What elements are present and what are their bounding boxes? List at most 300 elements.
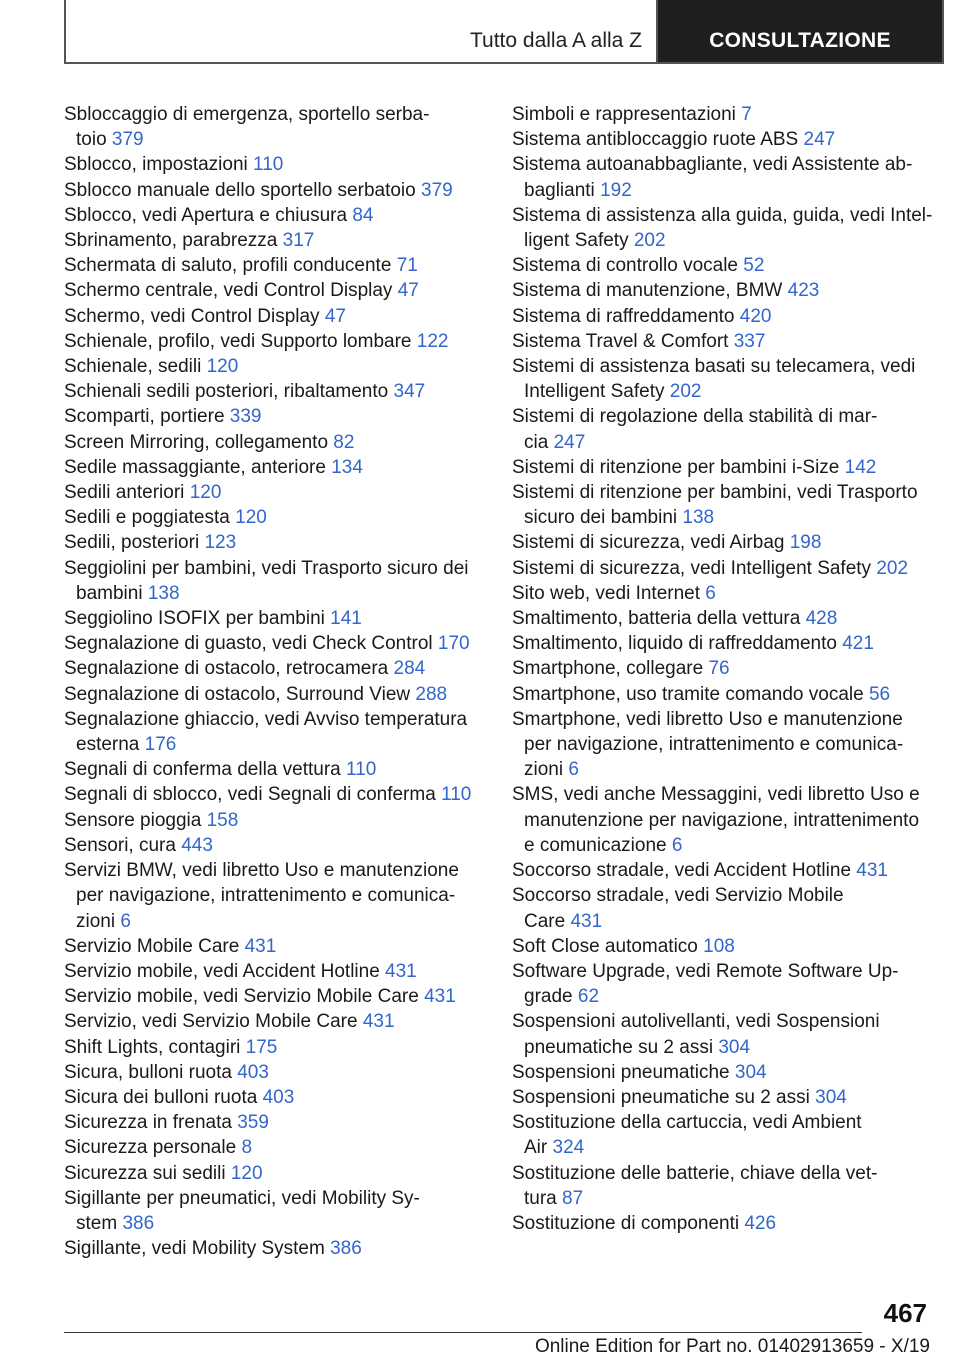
index-entry-term — [512, 581, 930, 606]
index-entry — [64, 808, 484, 833]
index-entry — [512, 883, 930, 933]
page-reference-link[interactable]: 431 — [244, 935, 277, 957]
index-entry — [512, 152, 930, 202]
index-entry — [64, 354, 484, 379]
index-entry-term — [64, 606, 484, 631]
index-entry — [512, 1110, 930, 1160]
index-entry-term — [64, 379, 484, 404]
index-entry-term — [64, 1110, 484, 1135]
index-entry-continuation — [512, 808, 930, 833]
index-entry-continuation — [512, 732, 930, 757]
index-entry-term — [64, 682, 484, 707]
section-title: Tutto dalla A alla Z — [66, 0, 658, 62]
index-entry-term — [64, 556, 484, 581]
index-entry-text: Software Upgrade, vedi Remote Software Up- — [512, 960, 899, 982]
index-entry-text: Simboli e rappresentazioni — [512, 104, 736, 125]
index-entry-text: e comunicazione — [524, 834, 667, 856]
page-reference-link[interactable]: 82 — [333, 431, 355, 453]
index-entry-text: baglianti — [524, 179, 595, 201]
index-entry-term — [64, 1085, 484, 1110]
page-reference-link[interactable]: 426 — [744, 1212, 777, 1234]
index-entry — [64, 959, 484, 984]
index-entry-term — [512, 934, 930, 959]
index-entry — [512, 782, 930, 858]
index-entry — [64, 656, 484, 681]
index-entry-text: pneumatiche su 2 assi — [524, 1036, 714, 1058]
chapter-tab: CONSULTAZIONE — [658, 0, 942, 62]
index-entry-term — [512, 1110, 930, 1135]
page-reference-link[interactable]: 110 — [253, 154, 284, 176]
index-entry-text: Sostituzione delle batterie, chiave della vet- — [512, 1162, 878, 1184]
index-entry-text: Segnalazione ghiaccio, vedi Avviso temperatura — [64, 708, 468, 730]
page-reference-link[interactable]: 386 — [122, 1212, 155, 1234]
index-entry — [64, 1085, 484, 1110]
page-reference-link[interactable]: 52 — [743, 255, 765, 277]
index-entry — [64, 1186, 484, 1236]
index-entry — [64, 480, 484, 505]
index-entry-term — [64, 959, 484, 984]
page-reference-link[interactable]: 176 — [144, 734, 177, 756]
page-reference-link[interactable]: 76 — [708, 658, 730, 680]
index-entry-text: Sigillante per pneumatici, vedi Mobility Sy- — [64, 1187, 420, 1209]
index-entry — [512, 581, 930, 606]
index-entry-term — [64, 253, 484, 278]
index-entry-text: Sistemi di ritenzione per bambini i-Size — [512, 456, 840, 478]
index-entry-term — [512, 480, 930, 505]
page-reference-link[interactable]: 138 — [682, 507, 715, 529]
index-entry-text: Segnalazione di ostacolo, retrocamera — [64, 658, 389, 680]
page-reference-link[interactable]: 431 — [570, 910, 603, 932]
index-entry — [512, 455, 930, 480]
index-entry-text: Seggiolino ISOFIX per bambini — [64, 608, 325, 630]
page-reference-link[interactable]: 158 — [206, 809, 239, 831]
page-reference-link[interactable]: 138 — [147, 582, 180, 604]
page-reference-link[interactable]: 198 — [789, 532, 822, 554]
index-entry-text: Smartphone, uso tramite comando vocale — [512, 683, 864, 705]
page-reference-link[interactable]: 379 — [421, 179, 453, 201]
index-entry — [512, 656, 930, 681]
index-entry-text: Schermata di saluto, profili conducente — [64, 255, 392, 277]
page-reference-link[interactable]: 6 — [705, 582, 716, 604]
page-reference-link[interactable]: 202 — [669, 381, 702, 403]
index-entry-term — [64, 404, 484, 429]
index-entry-term — [512, 883, 930, 908]
index-entry-text: Air — [524, 1137, 548, 1159]
page-reference-link[interactable]: 304 — [734, 1061, 767, 1083]
index-entry-text: Care — [524, 910, 566, 932]
index-entry-text: Sistema di assistenza alla guida, guida, vedi Intel- — [512, 204, 933, 226]
index-entry-text: grade — [524, 986, 573, 1008]
page-reference-link[interactable]: 431 — [424, 986, 456, 1008]
page-header — [64, 0, 944, 64]
index-entry-term — [64, 354, 484, 379]
index-entry-text: Sistemi di sicurezza, vedi Airbag — [512, 532, 785, 554]
index-entry-text: Scomparti, portiere — [64, 406, 225, 428]
page-reference-link[interactable]: 142 — [844, 456, 877, 478]
index-entry-continuation — [512, 228, 930, 253]
index-entry — [64, 203, 484, 228]
page-reference-link[interactable]: 423 — [787, 280, 820, 302]
page-reference-link[interactable]: 56 — [868, 683, 891, 705]
index-entry — [64, 404, 484, 429]
index-entry-term — [64, 505, 484, 530]
index-entry-text: Sicurezza in frenata — [64, 1112, 232, 1134]
index-entry — [512, 959, 930, 1009]
page-reference-link[interactable]: 71 — [396, 255, 418, 277]
index-entry-continuation — [512, 178, 930, 203]
index-entry-text: Sbrinamento, parabrezza — [64, 230, 278, 252]
index-entry-term — [512, 1060, 930, 1085]
index-entry — [64, 1035, 484, 1060]
index-entry-continuation — [64, 581, 484, 606]
index-entry — [512, 606, 930, 631]
index-entry-term — [64, 178, 484, 203]
index-entry-text: Sicura, bulloni ruota — [64, 1061, 232, 1083]
index-entry — [64, 606, 484, 631]
index-entry-term — [64, 1161, 484, 1186]
page-reference-link[interactable]: 403 — [262, 1086, 295, 1108]
index-entry-text: Sedili e poggiatesta — [64, 507, 230, 529]
index-entry-term — [64, 203, 484, 228]
index-entry-term — [64, 1060, 484, 1085]
index-entry — [512, 354, 930, 404]
index-entry — [64, 1009, 484, 1034]
index-entry-text: Sblocco manuale dello sportello serbatoio — [64, 179, 416, 201]
index-entry-term — [64, 631, 484, 656]
index-entry-term — [64, 530, 484, 555]
index-entry — [512, 404, 930, 454]
page-reference-link[interactable]: 62 — [577, 986, 600, 1008]
index-entry-text: tura — [524, 1187, 557, 1209]
index-entry-text: Schermo centrale, vedi Control Display — [64, 280, 393, 302]
page-reference-link[interactable]: 304 — [718, 1036, 751, 1058]
index-entry-text: toio — [76, 129, 107, 151]
index-entry-continuation — [64, 883, 484, 908]
page-reference-link[interactable]: 403 — [237, 1061, 269, 1083]
index-entry-continuation — [512, 909, 930, 934]
page-reference-link[interactable]: 192 — [600, 179, 632, 201]
page-reference-link[interactable]: 247 — [803, 129, 836, 151]
index-entry-term — [512, 329, 930, 354]
page-reference-link[interactable]: 120 — [206, 356, 239, 378]
index-entry-text: SMS, vedi anche Messaggini, vedi libretto Uso e — [512, 784, 920, 806]
page-reference-link[interactable]: 47 — [324, 305, 346, 327]
index-entry — [512, 127, 930, 152]
index-entry-text: Sospensioni autolivellanti, vedi Sospensioni — [512, 1011, 880, 1033]
index-entry-text: Servizio Mobile Care — [64, 935, 240, 957]
page-reference-link[interactable]: 431 — [856, 860, 888, 882]
index-entry-term — [512, 631, 930, 656]
index-entry-continuation — [512, 379, 930, 404]
page-reference-link[interactable]: 431 — [362, 1011, 395, 1033]
index-entry-text: Sito web, vedi Internet — [512, 582, 700, 604]
index-entry-term — [512, 1085, 930, 1110]
index-entry — [64, 984, 484, 1009]
index-entry-text: bambini — [76, 582, 143, 604]
index-entry-continuation — [512, 505, 930, 530]
index-entry — [64, 833, 484, 858]
page-reference-link[interactable]: 284 — [393, 658, 426, 680]
page-reference-link[interactable]: 7 — [741, 104, 752, 125]
index-entry-text: cia — [524, 431, 549, 453]
index-entry-text: Servizio mobile, vedi Servizio Mobile Care — [64, 986, 419, 1008]
index-entry — [512, 631, 930, 656]
page-reference-link[interactable]: 84 — [352, 204, 374, 226]
index-entry-term — [64, 455, 484, 480]
index-entry-text: Soft Close automatico — [512, 935, 698, 957]
index-entry — [512, 1009, 930, 1059]
page-reference-link[interactable]: 110 — [441, 784, 472, 806]
index-entry-text: Servizio mobile, vedi Accident Hotline — [64, 960, 380, 982]
page-reference-link[interactable]: 120 — [235, 507, 267, 529]
page-reference-link[interactable]: 421 — [842, 633, 874, 655]
page-reference-link[interactable]: 141 — [330, 608, 362, 630]
page-reference-link[interactable]: 122 — [416, 330, 449, 352]
index-entry-term — [512, 455, 930, 480]
index-entry-term — [64, 1236, 484, 1261]
index-entry-text: Sistema di raffreddamento — [512, 305, 735, 327]
index-entry — [64, 379, 484, 404]
index-entry-term — [512, 203, 933, 228]
page-reference-link[interactable]: 108 — [703, 935, 735, 957]
index-entry-term — [64, 1035, 484, 1060]
page-reference-link[interactable]: 304 — [815, 1086, 847, 1108]
index-entry-term — [64, 329, 484, 354]
index-entry-term — [64, 1135, 484, 1160]
index-entry-text: stem — [76, 1212, 118, 1234]
index-entry-term — [64, 480, 484, 505]
index-entry-text: Schienali sedili posteriori, ribaltamento — [64, 381, 389, 403]
page-reference-link[interactable]: 247 — [553, 431, 586, 453]
index-column-left — [64, 102, 484, 1261]
page-reference-link[interactable]: 123 — [204, 532, 237, 554]
index-entry-text: ligent Safety — [524, 230, 629, 252]
index-entry-text: Sblocco, vedi Apertura e chiusura — [64, 204, 348, 226]
index-entry-text: Screen Mirroring, collegamento — [64, 431, 329, 453]
page-reference-link[interactable]: 6 — [120, 910, 131, 932]
index-entry — [64, 1236, 484, 1261]
index-entry — [512, 1085, 930, 1110]
index-entry-continuation — [512, 430, 930, 455]
index-entry-term — [512, 959, 930, 984]
index-entry — [64, 707, 484, 757]
index-entry-term — [512, 1009, 930, 1034]
index-entry — [64, 934, 484, 959]
index-entry-term — [64, 808, 484, 833]
index-entry-text: Sistemi di ritenzione per bambini, vedi Trasporto — [512, 482, 918, 504]
index-entry-text: Sistema autoanabbagliante, vedi Assistente ab- — [512, 154, 913, 176]
index-entry-continuation — [512, 833, 930, 858]
index-entry-term — [64, 782, 484, 807]
index-entry-text: Sistemi di regolazione della stabilità di mar- — [512, 406, 878, 428]
index-entry-text: Sicurezza sui sedili — [64, 1162, 226, 1184]
page-reference-link[interactable]: 47 — [397, 280, 419, 302]
index-entry-continuation — [64, 909, 484, 934]
index-entry-continuation — [512, 1186, 930, 1211]
index-entry-text: Sospensioni pneumatiche su 2 assi — [512, 1086, 810, 1108]
index-entry-text: per navigazione, intrattenimento e comunica- — [524, 734, 904, 756]
index-entry — [64, 505, 484, 530]
page-reference-link[interactable]: 420 — [739, 305, 772, 327]
index-entry-term — [512, 152, 930, 177]
index-entry-text: Sensori, cura — [64, 834, 176, 856]
index-entry-text: Sicurezza personale — [64, 1137, 237, 1159]
footer-edition: Online Edition for Part no. 01402913659 - X/19 — [534, 1336, 930, 1357]
index-entry-text: Sicura dei bulloni ruota — [64, 1086, 258, 1108]
index-entry — [512, 480, 930, 530]
index-entry-term — [512, 127, 930, 152]
index-entry — [64, 1135, 484, 1160]
page-reference-link[interactable]: 134 — [331, 456, 363, 478]
page-reference-link[interactable]: 8 — [241, 1137, 253, 1159]
index-entry-continuation — [512, 757, 930, 782]
index-entry — [64, 682, 484, 707]
index-entry-text: Sigillante, vedi Mobility System — [64, 1238, 325, 1260]
page-reference-link[interactable]: 110 — [346, 759, 377, 781]
index-entry-continuation — [64, 127, 484, 152]
index-entry-text: Sbloccaggio di emergenza, sportello serba- — [64, 104, 430, 125]
index-entry-continuation — [64, 1211, 484, 1236]
index-entry — [512, 707, 930, 783]
index-entry-text: Sostituzione di componenti — [512, 1212, 740, 1234]
index-entry-text: Sospensioni pneumatiche — [512, 1061, 730, 1083]
index-entry-text: Sistema Travel & Comfort — [512, 330, 729, 352]
index-entry — [512, 253, 930, 278]
index-entry-term — [64, 858, 484, 883]
index-entry-term — [512, 682, 930, 707]
page-reference-link[interactable]: 317 — [282, 230, 315, 252]
index-entry — [512, 682, 930, 707]
index-entry — [512, 1060, 930, 1085]
index-entry-text: Soccorso stradale, vedi Accident Hotline — [512, 860, 852, 882]
index-entry-text: Segnalazione di ostacolo, Surround View — [64, 683, 411, 705]
index-entry — [64, 1060, 484, 1085]
index-entry-term — [64, 1009, 484, 1034]
index-entry — [64, 782, 484, 807]
index-entry-text: Schienale, sedili — [64, 356, 202, 378]
index-entry-term — [64, 833, 484, 858]
page-reference-link[interactable]: 87 — [562, 1187, 584, 1209]
index-entry-text: Segnali di sblocco, vedi Segnali di conferma — [64, 784, 436, 806]
index-entry-term — [512, 1161, 930, 1186]
index-entry — [512, 304, 930, 329]
index-entry-text: Sedile massaggiante, anteriore — [64, 456, 326, 478]
index-entry-term — [512, 253, 930, 278]
index-entry — [512, 934, 930, 959]
index-entry-term — [512, 858, 930, 883]
index-entry — [64, 858, 484, 934]
index-entry-text: Smaltimento, liquido di raffreddamento — [512, 633, 837, 655]
page-reference-link[interactable]: 443 — [181, 834, 213, 856]
page-reference-link[interactable]: 428 — [805, 608, 838, 630]
index-entry — [64, 228, 484, 253]
index-entry — [512, 1161, 930, 1211]
index-entry-term — [64, 278, 484, 303]
index-entry-text: Intelligent Safety — [524, 381, 665, 403]
index-entry-term — [512, 556, 930, 581]
page-reference-link[interactable]: 6 — [568, 759, 579, 781]
index-entry — [64, 253, 484, 278]
index-entry — [64, 278, 484, 303]
index-entry-text: Schienale, profilo, vedi Supporto lombare — [64, 330, 412, 352]
index-entry — [512, 102, 930, 127]
index-entry-term — [64, 656, 484, 681]
index-entry — [64, 430, 484, 455]
index-entry-term — [64, 707, 484, 732]
index-entry-term — [512, 304, 930, 329]
index-entry-term — [64, 1186, 484, 1211]
index-entry-text: Segnali di conferma della vettura — [64, 759, 341, 781]
page-reference-link[interactable]: 337 — [733, 330, 766, 352]
page-reference-link[interactable]: 202 — [633, 230, 666, 252]
page-reference-link[interactable]: 6 — [671, 834, 683, 856]
index-entry-term — [512, 404, 930, 429]
page-reference-link[interactable]: 120 — [230, 1162, 263, 1184]
page-reference-link[interactable]: 175 — [245, 1036, 278, 1058]
index-entry-text: Sblocco, impostazioni — [64, 154, 248, 176]
index-entry-text: Shift Lights, contagiri — [64, 1036, 241, 1058]
index-entry-text: per navigazione, intrattenimento e comunica- — [76, 885, 456, 907]
page-reference-link[interactable]: 431 — [385, 960, 417, 982]
page-reference-link[interactable]: 386 — [330, 1238, 362, 1260]
index-entry-text: manutenzione per navigazione, intrattenimento — [524, 809, 920, 831]
index-entry — [512, 203, 933, 253]
page-reference-link[interactable]: 288 — [415, 683, 448, 705]
index-entry-term — [512, 707, 930, 732]
index-entry-term — [512, 530, 930, 555]
index-entry-text: Sostituzione della cartuccia, vedi Ambient — [512, 1112, 862, 1134]
index-entry-term — [512, 656, 930, 681]
index-entry — [64, 304, 484, 329]
index-entry-term — [64, 430, 484, 455]
index-entry-text: Sistema di controllo vocale — [512, 255, 738, 277]
page-reference-link[interactable]: 379 — [111, 129, 144, 151]
index-entry-term — [512, 606, 930, 631]
page-reference-link[interactable]: 170 — [437, 633, 470, 655]
index-entry — [512, 329, 930, 354]
index-entry-term — [512, 278, 930, 303]
index-entry-text: Segnalazione di guasto, vedi Check Control — [64, 633, 433, 655]
index-entry — [512, 278, 930, 303]
page-reference-link[interactable]: 359 — [237, 1112, 269, 1134]
index-entry-text: Smaltimento, batteria della vettura — [512, 608, 801, 630]
page-number: 467 — [883, 1298, 927, 1328]
index-entry-text: Sensore pioggia — [64, 809, 202, 831]
page-reference-link[interactable]: 339 — [229, 406, 262, 428]
index-entry-term — [64, 984, 484, 1009]
index-entry-text: Seggiolini per bambini, vedi Trasporto sicuro dei — [64, 557, 469, 579]
page-reference-link[interactable]: 120 — [189, 482, 222, 504]
index-entry-term — [512, 354, 930, 379]
index-entry — [64, 102, 484, 152]
index-entry-continuation — [512, 984, 930, 1009]
index-entry-text: Sistemi di assistenza basati su telecamera, vedi — [512, 356, 916, 378]
index-entry-text: Sedili anteriori — [64, 482, 185, 504]
index-entry-term — [64, 102, 484, 127]
index-entry-text: Sistema di manutenzione, BMW — [512, 280, 783, 302]
index-entry — [64, 631, 484, 656]
index-entry-text: esterna — [76, 734, 140, 756]
index-entry-term — [64, 304, 484, 329]
index-entry-continuation — [64, 732, 484, 757]
page-reference-link[interactable]: 324 — [552, 1137, 585, 1159]
index-entry-term — [64, 228, 484, 253]
index-entry — [64, 530, 484, 555]
page-reference-link[interactable]: 202 — [876, 557, 909, 579]
index-entry — [64, 556, 484, 606]
page-reference-link[interactable]: 347 — [393, 381, 426, 403]
index-entry-text: Soccorso stradale, vedi Servizio Mobile — [512, 885, 844, 907]
